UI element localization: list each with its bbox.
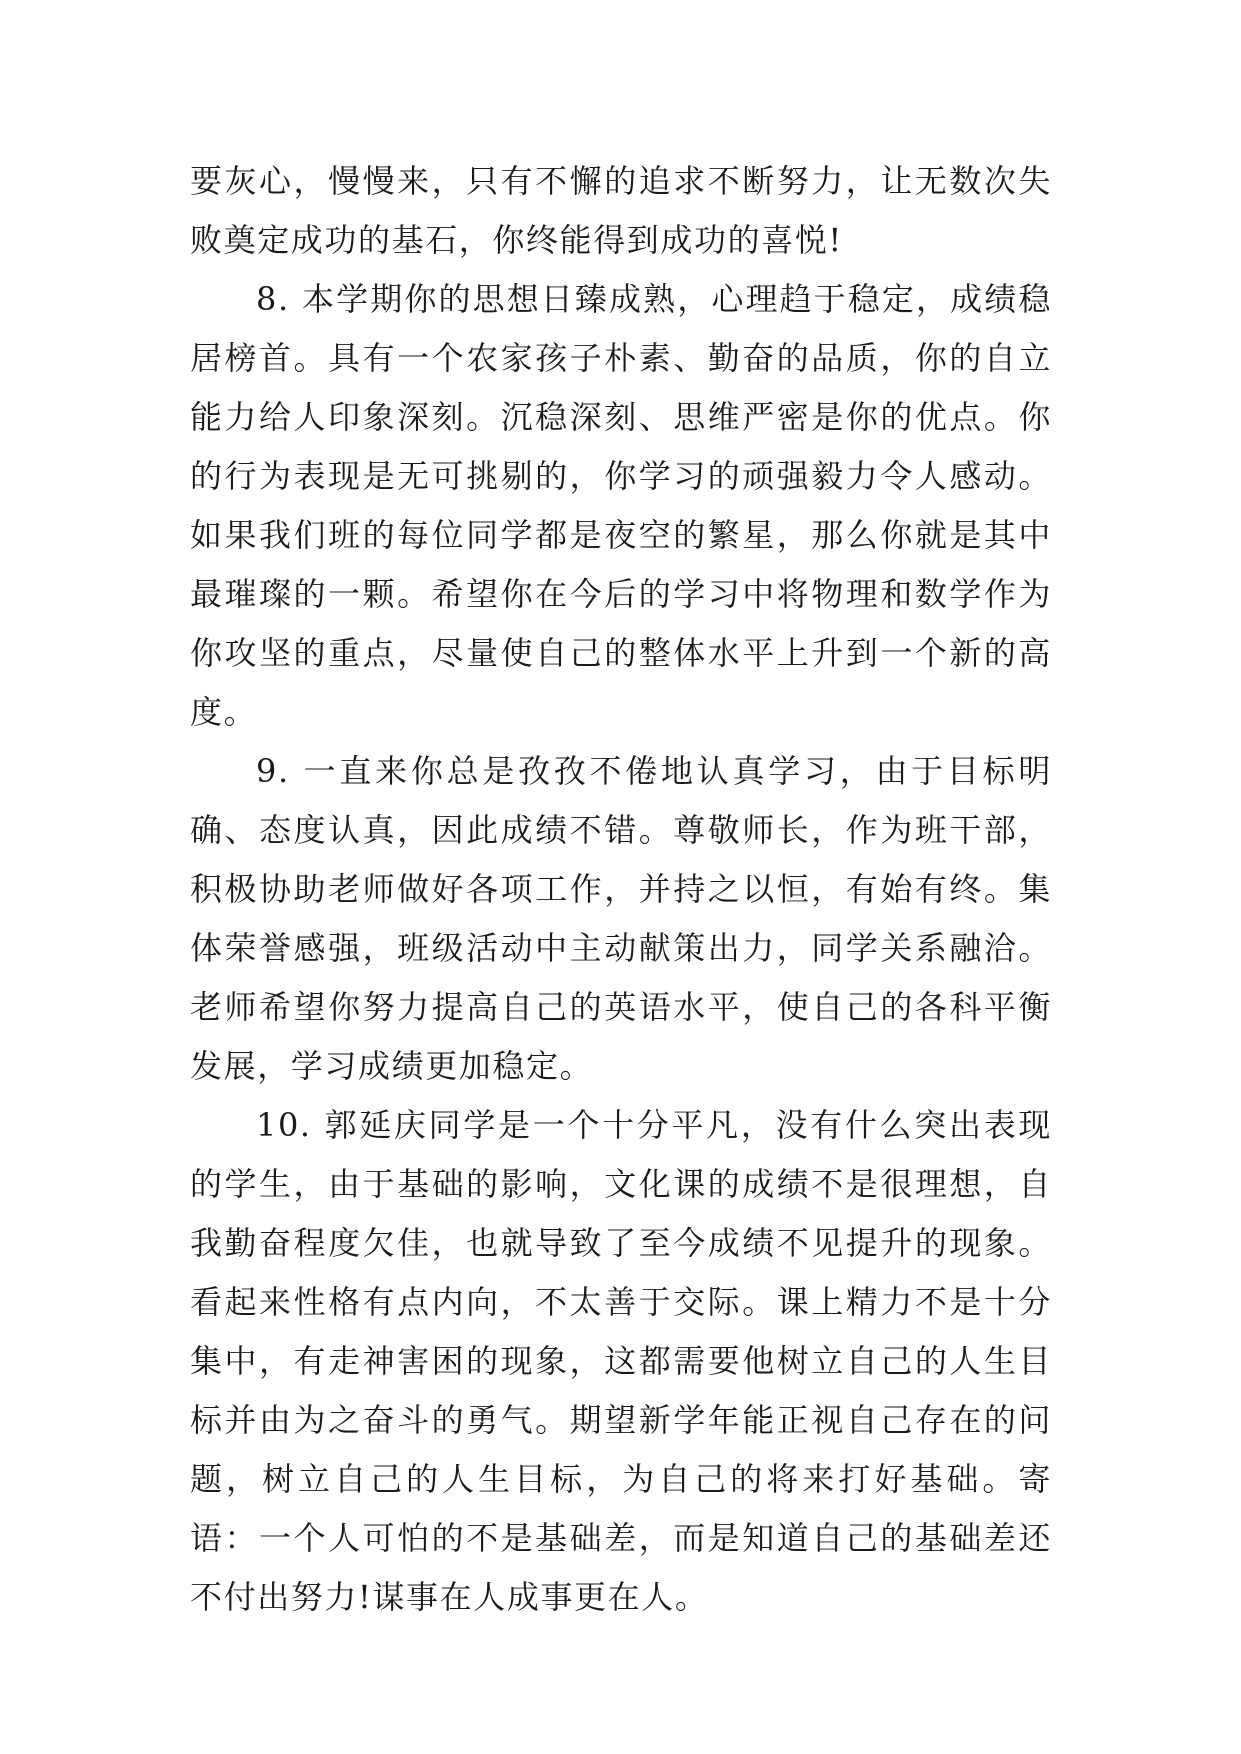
paragraph-item-10: 10. 郭延庆同学是一个十分平凡，没有什么突出表现的学生，由于基础的影响，文化课的成绩不是很理想，自我勤奋程度欠佳，也就导致了至今成绩不见提升的现象。看起来性格有点内向，不太善于交际。课上精力不是十分集中，有走神害困的现象，这都需要他树立自己的人生目标并由为之奋斗的勇气。期望新学年能正视自己存在的问题，树立自己的人生目标，为自己的将来打好基础。寄语：一个人可怕的不是基础差，而是知道自己的基础差还不付出努力!谋事在人成事更在人。 <box>190 1106 1052 1616</box>
paragraph-item-9: 9. 一直来你总是孜孜不倦地认真学习，由于目标明确、态度认真，因此成绩不错。尊敬师长，作为班干部，积极协助老师做好各项工作，并持之以恒，有始有终。集体荣誉感强，班级活动中主动献策出力，同学关系融洽。老师希望你努力提高自己的英语水平，使自己的各科平衡发展，学习成绩更加稳定。 <box>190 752 1052 1085</box>
paragraph-continuation: 要灰心，慢慢来，只有不懈的追求不断努力，让无数次失败奠定成功的基石，你终能得到成功的喜悦! <box>190 162 1052 259</box>
document-body <box>190 152 1052 1627</box>
paragraph-item-8: 8. 本学期你的思想日臻成熟，心理趋于稳定，成绩稳居榜首。具有一个农家孩子朴素、勤奋的品质，你的自立能力给人印象深刻。沉稳深刻、思维严密是你的优点。你的行为表现是无可挑剔的，你学习的顽强毅力令人感动。如果我们班的每位同学都是夜空的繁星，那么你就是其中最璀璨的一颗。希望你在今后的学习中将物理和数学作为你攻坚的重点，尽量使自己的整体水平上升到一个新的高度。 <box>190 280 1052 731</box>
